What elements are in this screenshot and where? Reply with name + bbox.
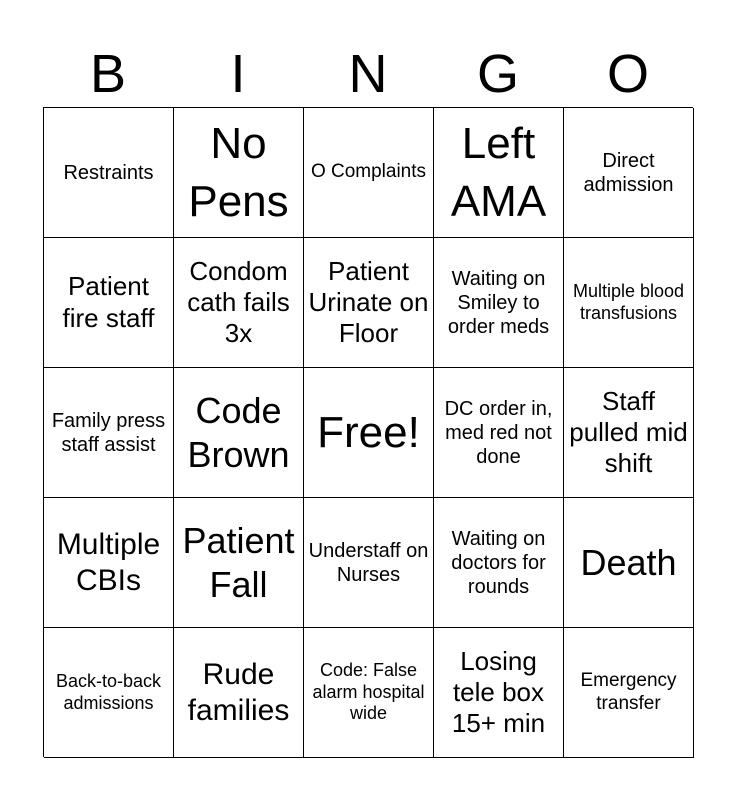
header-letter-g: G [476, 44, 519, 104]
bingo-cell-4-1[interactable] [44, 498, 174, 628]
bingo-cell-1-3[interactable] [304, 108, 434, 238]
bingo-cell-4-2[interactable] [174, 498, 304, 628]
cell-text: Condom cath fails 3x [187, 255, 290, 349]
bingo-cell-1-2[interactable] [174, 108, 304, 238]
bingo-cell-2-5[interactable] [564, 238, 694, 368]
free-space-text: Free! [317, 407, 420, 457]
cell-text: Family press staff assist [51, 409, 166, 456]
bingo-cell-1-4[interactable] [434, 108, 564, 238]
bingo-cell-2-4[interactable] [434, 238, 564, 368]
bingo-cell-5-1[interactable] [44, 628, 174, 758]
cell-text: Back-to-back admissions [55, 670, 162, 713]
cell-text: DC order in, med red not done [444, 397, 553, 468]
bingo-cell-5-4[interactable] [434, 628, 564, 758]
bingo-cell-2-1[interactable] [44, 238, 174, 368]
cell-text: O Complaints [310, 161, 427, 183]
cell-text: Restraints [63, 161, 154, 184]
cell-text: Direct admission [583, 149, 674, 196]
header-letter-o: O [606, 44, 649, 104]
header-letter-i: I [230, 44, 246, 104]
bingo-cell-5-3[interactable] [304, 628, 434, 758]
bingo-cell-5-5[interactable] [564, 628, 694, 758]
bingo-cell-4-4[interactable] [434, 498, 564, 628]
bingo-cell-2-3[interactable] [304, 238, 434, 368]
bingo-cell-2-2[interactable] [174, 238, 304, 368]
header-letter-n: N [348, 44, 388, 104]
cell-text: Waiting on doctors for rounds [451, 527, 546, 598]
bingo-cell-3-4[interactable] [434, 368, 564, 498]
cell-text: Multiple blood transfusions [572, 280, 685, 323]
cell-text: Patient fire staff [62, 271, 155, 333]
cell-text: Losing tele box 15+ min [451, 645, 546, 739]
bingo-cell-4-5[interactable] [564, 498, 694, 628]
bingo-cell-3-2[interactable] [174, 368, 304, 498]
cell-text: Multiple CBIs [56, 527, 161, 597]
cell-text: Patient Urinate on Floor [308, 255, 429, 349]
bingo-cell-1-1[interactable] [44, 108, 174, 238]
cell-text: Waiting on Smiley to order meds [447, 267, 550, 338]
cell-text: Understaff on Nurses [308, 539, 429, 586]
cell-text: Patient Fall [182, 520, 295, 605]
bingo-header [43, 40, 693, 108]
bingo-cell-3-1[interactable] [44, 368, 174, 498]
bingo-cell-4-3[interactable] [304, 498, 434, 628]
cell-text: No Pens [188, 119, 289, 226]
cell-text: Left AMA [450, 119, 547, 226]
bingo-grid [43, 107, 693, 757]
cell-text: Code Brown [187, 390, 290, 475]
cell-text: Code: False alarm hospital wide [312, 660, 425, 724]
bingo-cell-3-5[interactable] [564, 368, 694, 498]
cell-text: Death [580, 541, 677, 583]
cell-text: Emergency transfer [580, 669, 677, 714]
bingo-cell-3-3[interactable] [304, 368, 434, 498]
bingo-cell-1-5[interactable] [564, 108, 694, 238]
cell-text: Staff pulled mid shift [569, 385, 688, 479]
bingo-cell-5-2[interactable] [174, 628, 304, 758]
cell-text: Rude families [187, 657, 290, 727]
header-letter-b: B [89, 44, 127, 104]
